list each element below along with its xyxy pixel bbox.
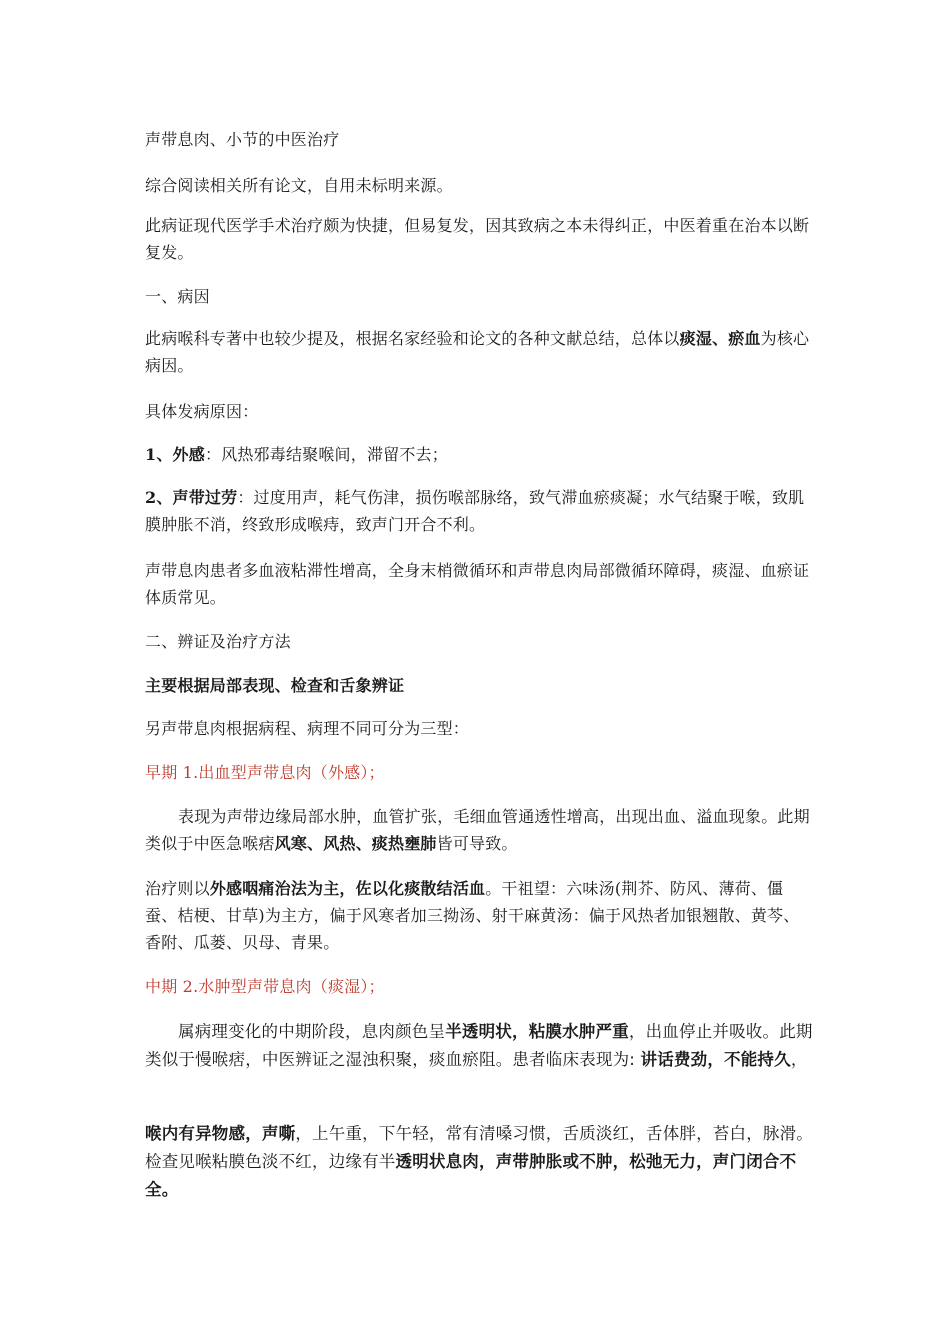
source-note: 综合阅读相关所有论文，自用未标明来源。	[145, 176, 453, 195]
middle-desc-b: ，出血停止并吸收。此期类似于慢喉痞，中医辨证之湿浊积聚，痰血瘀阻。患者临床表现为:	[145, 1022, 813, 1069]
early-stage-description	[145, 803, 813, 857]
middle-desc-a: 属病理变化的中期阶段，息肉颜色呈	[178, 1022, 446, 1041]
early-treat-a: 治疗则以	[145, 879, 210, 898]
cause-item-1	[145, 441, 813, 468]
middle-sym-bold-2: 透明状息肉，声带肿胀或不肿，松弛无力，声门闭合不全。	[145, 1152, 797, 1199]
middle-desc-bold-1: 半透明状，粘膜水肿严重	[445, 1022, 629, 1041]
middle-stage-heading: 中期 2.水肿型声带息肉（痰湿）；	[145, 977, 385, 996]
cause-1-text: ：风热邪毒结聚喉间，滞留不去；	[204, 445, 448, 464]
cause-1-label: 1、外感	[145, 445, 205, 464]
middle-desc-c: ，	[790, 1050, 808, 1069]
cause-2-label: 2、声带过劳	[145, 488, 238, 507]
middle-stage-symptoms	[145, 1120, 813, 1204]
causes-text-b: 为核心病因。	[145, 329, 810, 375]
document-title: 声带息肉、小节的中医治疗	[145, 130, 340, 149]
specific-causes-heading: 具体发病原因：	[145, 402, 259, 421]
early-stage-heading: 早期 1.出血型声带息肉（外感）；	[145, 763, 385, 782]
cause-item-2	[145, 484, 813, 538]
intro-paragraph: 此病证现代医学手术治疗颇为快捷，但易复发，因其致病之本未得纠正，中医着重在治本以断复发。	[145, 216, 810, 262]
causes-paragraph	[145, 325, 813, 379]
blood-paragraph: 声带息肉患者多血液粘滞性增高，全身末梢微循环和声带息肉局部微循环障碍，痰湿、血瘀证体质常见。	[145, 561, 810, 607]
middle-sym-a: ，上午重，下午轻，常有清嗓习惯，舌质淡红，舌体胖，苔白，脉滑。检查见喉粘膜色淡不红，边缘有半	[145, 1124, 814, 1171]
early-treat-b: 。干祖望：六味汤(荆芥、防风、薄荷、僵蚕、桔梗、甘草)为主方，偏于风寒者加三拗汤、射干麻黄汤：偏于风热者加银翘散、黄芩、香附、瓜蒌、贝母、青果。	[145, 879, 800, 952]
causes-bold: 痰湿、瘀血	[679, 329, 761, 348]
early-desc-a: 表现为声带边缘局部水肿，血管扩张，毛细血管通透性增高，出现出血、溢血现象。此期类似于中医急喉痞	[145, 807, 810, 853]
causes-text-a: 此病喉科专著中也较少提及，根据名家经验和论文的各种文献总结，总体以	[145, 329, 680, 348]
section-heading-diagnosis: 二、辨证及治疗方法	[145, 632, 291, 651]
section-heading-causes: 一、病因	[145, 287, 210, 306]
middle-desc-bold-2: 讲话费劲，不能持久	[640, 1050, 791, 1069]
early-desc-bold: 风寒、风热、痰热壅肺	[274, 834, 437, 853]
diagnosis-basis: 主要根据局部表现、检查和舌象辨证	[145, 676, 405, 695]
early-stage-treatment	[145, 875, 813, 956]
middle-sym-bold-1: 喉内有异物感，声嘶	[145, 1124, 296, 1143]
types-intro: 另声带息肉根据病程、病理不同可分为三型：	[145, 719, 470, 738]
early-treat-bold: 外感咽痛治法为主，佐以化痰散结活血	[209, 879, 486, 898]
middle-stage-description	[145, 1018, 813, 1074]
cause-2-text: ：过度用声，耗气伤津，损伤喉部脉络，致气滞血瘀痰凝；水气结聚于喉，致肌膜肿胀不消，终致形成喉痔，致声门开合不利。	[145, 488, 805, 534]
early-desc-b: 皆可导致。	[436, 834, 518, 853]
